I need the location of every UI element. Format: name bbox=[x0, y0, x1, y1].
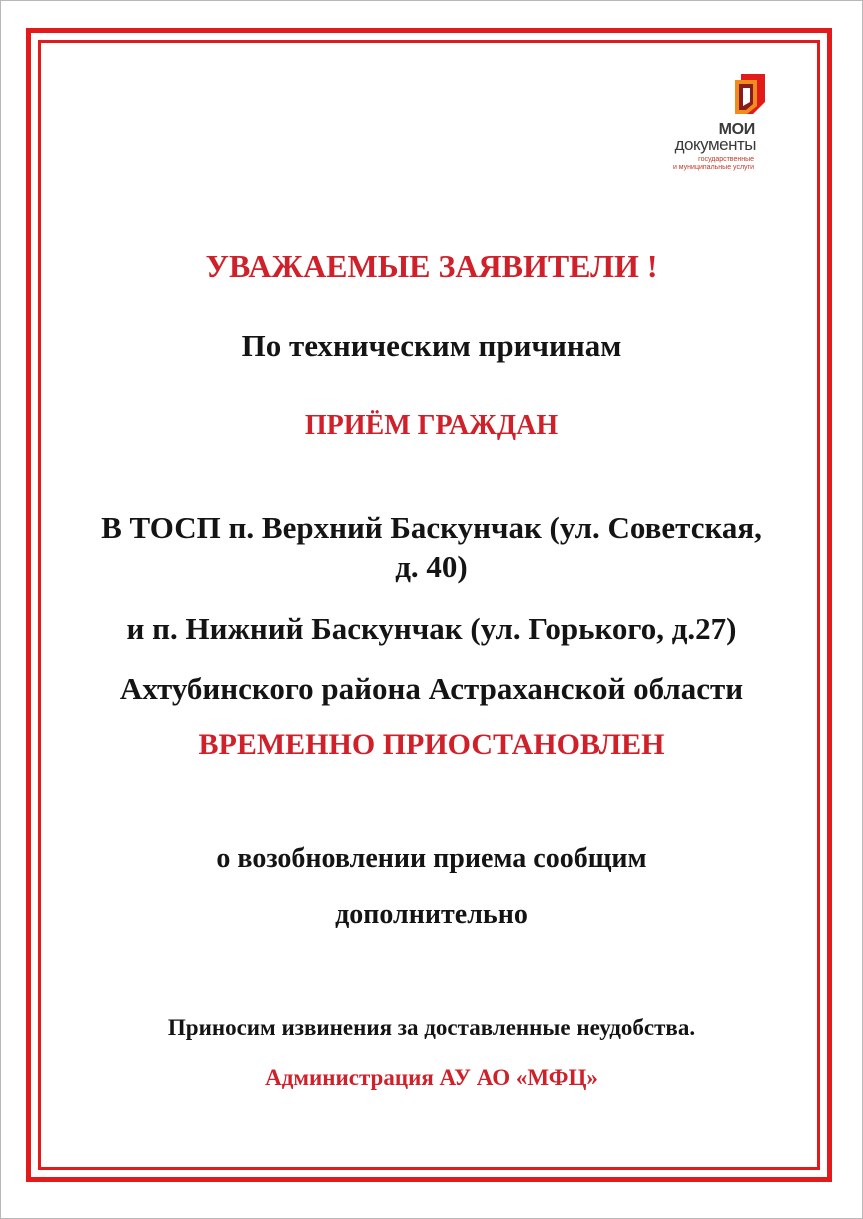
notice-line-address-2: и п. Нижний Баскунчак (ул. Горького, д.27) bbox=[126, 611, 737, 646]
notice-apology: Приносим извинения за доставленные неудобства. bbox=[167, 1015, 696, 1040]
logo-text-moi: МОИ bbox=[718, 121, 755, 138]
notice-line-technical-reasons: По техническим причинам bbox=[241, 328, 622, 363]
notice-line-reception: ПРИЁМ ГРАЖДАН bbox=[304, 410, 559, 441]
notice-line-suspended: ВРЕМЕННО ПРИОСТАНОВЛЕН bbox=[198, 728, 665, 761]
logo-emblem-icon bbox=[733, 72, 767, 116]
notice-line-address-1: В ТОСП п. Верхний Баскунчак (ул. Советская, bbox=[101, 510, 762, 545]
notice-line-resume: о возобновлении приема сообщим bbox=[216, 843, 647, 874]
logo-subtitle-1: государственные bbox=[698, 156, 754, 163]
notice-line-additionally: дополнительно bbox=[335, 899, 528, 930]
notice-line-address-1-cont: д. 40) bbox=[395, 549, 468, 584]
moi-dokumenty-logo bbox=[628, 72, 756, 182]
logo-text-dokumenty: документы bbox=[674, 135, 756, 154]
notice-line-district: Ахтубинского района Астраханской области bbox=[119, 671, 744, 706]
notice-heading: УВАЖАЕМЫЕ ЗАЯВИТЕЛИ ! bbox=[205, 248, 658, 284]
inner-red-frame bbox=[38, 40, 820, 1170]
notice-signature: Администрация АУ АО «МФЦ» bbox=[265, 1065, 598, 1090]
logo-subtitle-2: и муниципальные услуги bbox=[672, 164, 754, 171]
